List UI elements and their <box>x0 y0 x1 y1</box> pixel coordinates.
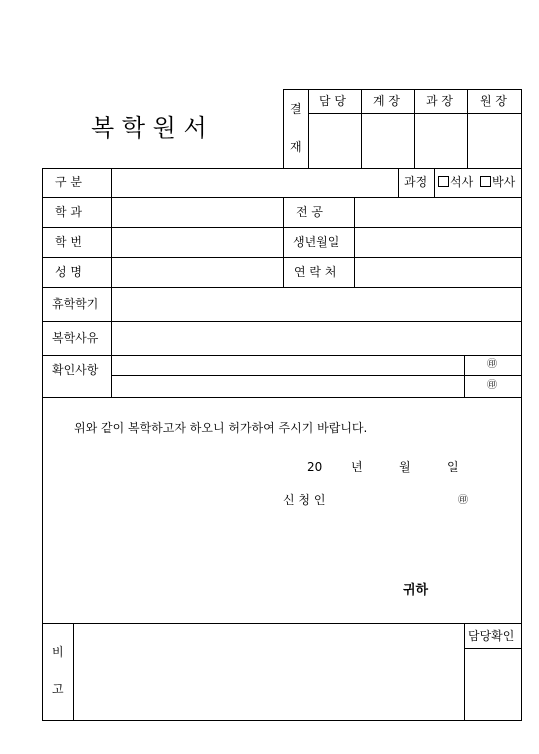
approval-header: 과 장 <box>426 94 453 108</box>
addressee: 귀하 <box>403 583 429 598</box>
confirm-field[interactable] <box>112 376 464 397</box>
remarks-label: 고 <box>52 682 64 696</box>
name-label: 성 명 <box>55 265 82 279</box>
birthdate-label: 생년월일 <box>293 235 340 249</box>
date-day-unit: 일 <box>447 460 459 474</box>
category-label: 구 분 <box>55 175 82 189</box>
seal-icon: ㊞ <box>487 380 497 391</box>
confirm-label: 확인사항 <box>52 363 99 377</box>
student-no-label: 학 번 <box>55 235 82 249</box>
day-input[interactable] <box>414 456 444 476</box>
approval-header: 담 당 <box>319 94 346 108</box>
confirm-field[interactable] <box>112 356 464 375</box>
form-title: 복 학 원 서 <box>91 114 207 142</box>
date-year-unit: 년 <box>351 460 363 474</box>
masters-label: 석사 <box>450 175 474 189</box>
course-label: 과정 <box>404 175 428 189</box>
leave-semester-field[interactable] <box>112 288 521 321</box>
seal-icon: ㊞ <box>458 495 468 506</box>
approval-label: 결 <box>290 102 302 116</box>
officer-check-field[interactable] <box>465 649 521 720</box>
return-reason-field[interactable] <box>112 322 521 355</box>
major-label: 전 공 <box>296 205 323 219</box>
checkbox-icon[interactable] <box>480 176 491 187</box>
student-no-field[interactable] <box>112 228 283 257</box>
applicant-label: 신 청 인 <box>283 493 326 507</box>
approval-sign-cell[interactable] <box>309 114 361 168</box>
major-field[interactable] <box>355 198 521 227</box>
approval-header: 원 장 <box>480 94 507 108</box>
approval-label: 재 <box>290 140 302 154</box>
return-reason-label: 복학사유 <box>52 331 99 345</box>
approval-sign-cell[interactable] <box>468 114 521 168</box>
department-field[interactable] <box>112 198 283 227</box>
category-field[interactable] <box>112 169 398 197</box>
year-input[interactable] <box>326 456 346 476</box>
applicant-name-field[interactable] <box>340 489 450 509</box>
checkbox-icon[interactable] <box>438 176 449 187</box>
month-input[interactable] <box>366 456 396 476</box>
approval-header: 계 장 <box>373 94 400 108</box>
department-label: 학 과 <box>55 205 82 219</box>
doctor-option[interactable] <box>480 176 515 188</box>
approval-sign-cell[interactable] <box>415 114 467 168</box>
approval-sign-cell[interactable] <box>362 114 414 168</box>
seal-icon: ㊞ <box>487 359 497 370</box>
name-field[interactable] <box>112 258 283 287</box>
doctor-label: 박사 <box>492 175 516 189</box>
leave-semester-label: 휴학학기 <box>52 297 99 311</box>
remarks-field[interactable] <box>74 624 464 720</box>
date-month-unit: 월 <box>399 460 411 474</box>
request-text: 위와 같이 복학하고자 하오니 허가하여 주시기 바랍니다. <box>74 421 368 435</box>
birthdate-field[interactable] <box>355 228 521 257</box>
date-year: 20 <box>307 460 323 474</box>
remarks-label: 비 <box>52 645 64 659</box>
officer-check-label: 담당확인 <box>468 629 515 643</box>
masters-option[interactable] <box>438 176 473 188</box>
contact-label: 연 락 처 <box>294 265 337 279</box>
contact-field[interactable] <box>355 258 521 287</box>
